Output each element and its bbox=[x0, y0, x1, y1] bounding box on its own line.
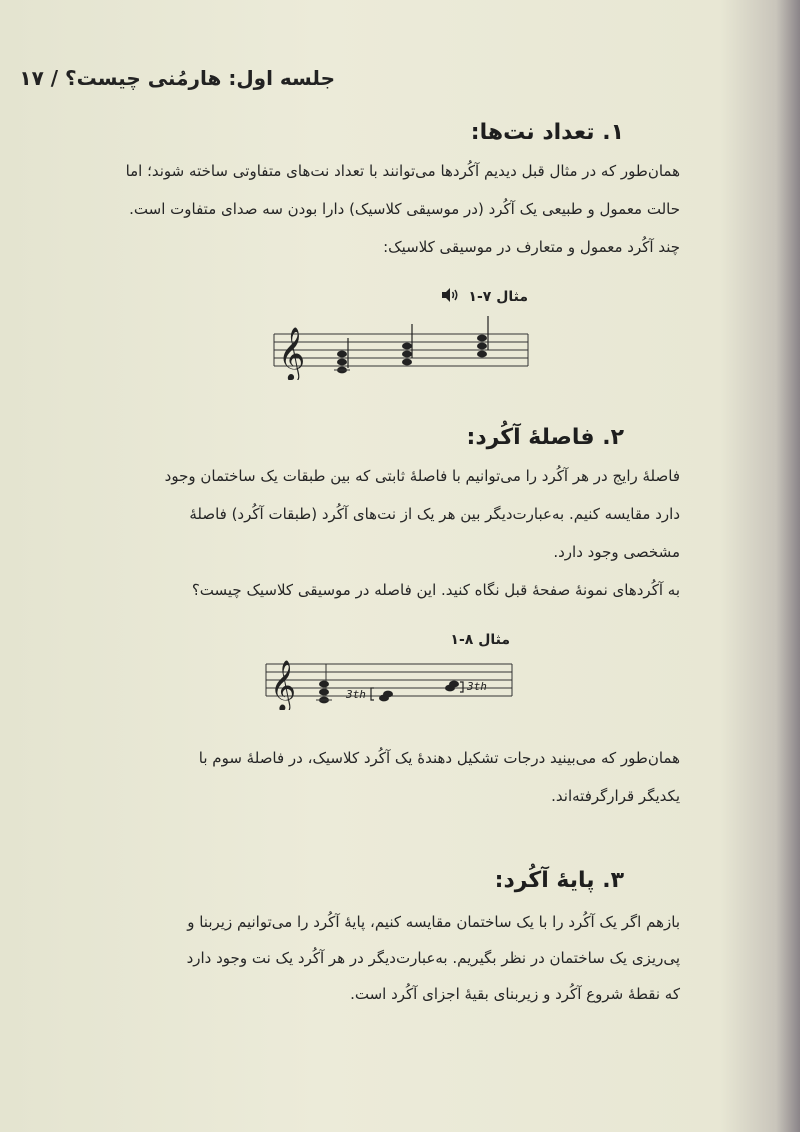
section-2-line-4: به آکُردهای نمونهٔ صفحهٔ قبل نگاه کنید. این فاصله در موسیقی کلاسیک چیست؟ bbox=[191, 581, 680, 599]
section-3-line-2: پی‌ریزی یک ساختمان در نظر بگیریم. به‌عبارت‌دیگر در هر آکُرد یک نت وجود دارد bbox=[186, 949, 680, 967]
section-2-after-body bbox=[90, 739, 680, 815]
svg-text:𝄞: 𝄞 bbox=[270, 660, 297, 710]
example-7-label bbox=[440, 287, 528, 307]
section-2-body bbox=[90, 457, 680, 609]
section-1-line-3: چند آکُرد معمول و متعارف در موسیقی کلاسیک: bbox=[383, 238, 680, 256]
interval-label-right: 3th bbox=[467, 680, 487, 693]
section-2-title: ۲. فاصلهٔ آکُرد: bbox=[466, 425, 624, 450]
example-7-text: مثال ۷-۱ bbox=[468, 289, 528, 305]
example-8-label: مثال ۸-۱ bbox=[450, 632, 510, 648]
music-staff-example-8 bbox=[264, 650, 516, 714]
running-header: جلسه اول: هارمُنی چیست؟ / ۱۷ bbox=[19, 66, 335, 90]
section-2-after-line-2: یکدیگر قرارگرفته‌اند. bbox=[551, 787, 680, 805]
section-3-line-3: که نقطهٔ شروع آکُرد و زیربنای بقیهٔ اجزای آکُرد است. bbox=[350, 985, 680, 1003]
section-2-after-line-1: همان‌طور که می‌بینید درجات تشکیل دهندهٔ یک آکُرد کلاسیک، در فاصلهٔ سوم با bbox=[198, 749, 680, 767]
music-staff-example-7 bbox=[272, 314, 532, 384]
speaker-icon bbox=[440, 287, 460, 307]
section-1-body bbox=[90, 152, 680, 266]
section-1-line-1: همان‌طور که در مثال قبل دیدیم آکُردها می‌توانند با تعداد نت‌های متفاوتی ساخته شوند؛ اما bbox=[125, 162, 680, 180]
section-2-line-2: دارد مقایسه کنیم. به‌عبارت‌دیگر بین هر یک از نت‌های آکُرد (طبقات آکُرد) فاصلهٔ bbox=[189, 505, 680, 523]
section-3-body bbox=[90, 904, 680, 1012]
section-1-title: ۱. تعداد نت‌ها: bbox=[470, 120, 624, 145]
section-2-line-1: فاصلهٔ رایج در هر آکُرد را می‌توانیم با فاصلهٔ ثابتی که بین طبقات یک ساختمان وجود bbox=[164, 467, 680, 485]
section-2-line-3: مشخصی وجود دارد. bbox=[553, 543, 680, 561]
section-3-title: ۳. پایهٔ آکُرد: bbox=[494, 868, 624, 893]
section-1-line-2: حالت معمول و طبیعی یک آکُرد (در موسیقی کلاسیک) دارا بودن سه صدای متفاوت است. bbox=[129, 200, 680, 218]
svg-text:𝄞: 𝄞 bbox=[278, 326, 306, 380]
section-3-line-1: بازهم اگر یک آکُرد را با یک ساختمان مقایسه کنیم، پایهٔ آکُرد را می‌توانیم زیربنا و bbox=[187, 913, 680, 931]
interval-label-left: 3th bbox=[346, 688, 366, 701]
